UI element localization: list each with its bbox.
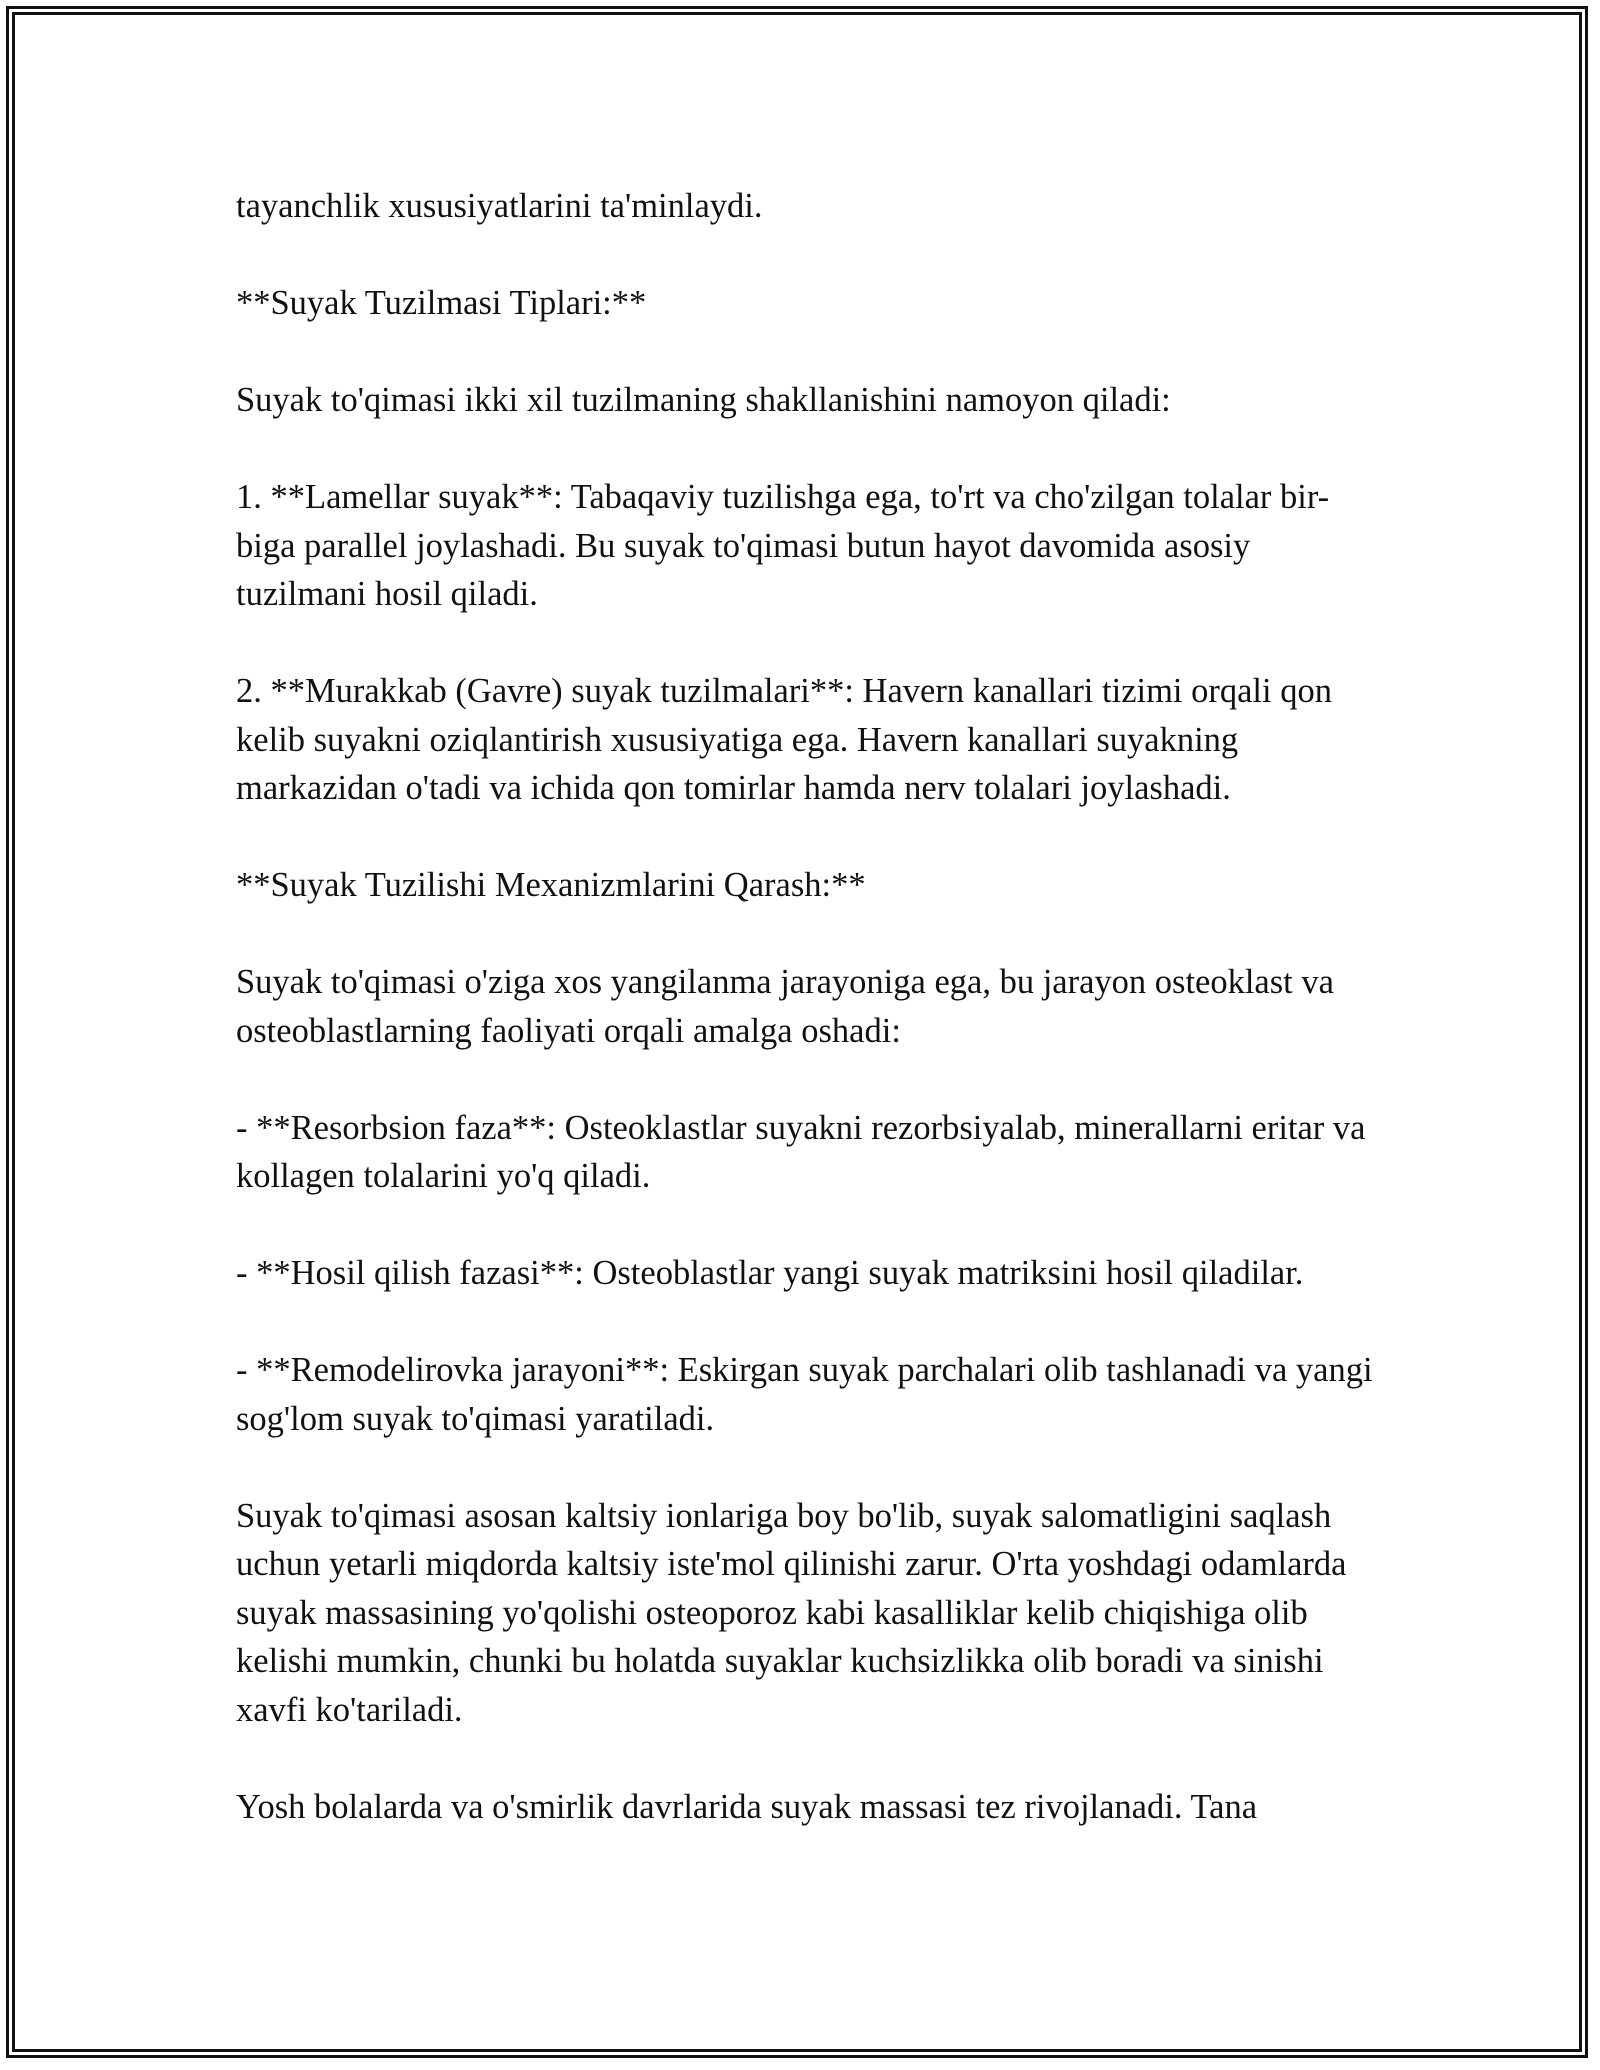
paragraph-renewal-process: Suyak to'qimasi o'ziga xos yangilanma jarayoniga ega, bu jarayon osteoklast va osteoblastlarning faoliyati orqali amalga oshadi: (236, 963, 1343, 1050)
bullet-formation-phase: - **Hosil qilish fazasi**: Osteoblastlar yangi suyak matriksini hosil qiladilar. (236, 1254, 1304, 1292)
list-item-complex-bone: 2. **Murakkab (Gavre) suyak tuzilmalari**: Havern kanallari tizimi orqali qon kelib suyakni oziqlantirish xususiyatiga ega. Havern kanallari suyakning markazidan o'tadi va ichida qon tomirlar hamda nerv tolalari joylashadi. (236, 672, 1341, 807)
section-heading-structure-types: **Suyak Tuzilmasi Tiplari:** (236, 284, 647, 322)
section-heading-mechanisms: **Suyak Tuzilishi Mexanizmlarini Qarash:** (236, 866, 866, 904)
paragraph-youth-development: Yosh bolalarda va o'smirlik davrlarida suyak massasi tez rivojlanadi. Tana (236, 1787, 1258, 1826)
list-item-lamellar-bone: 1. **Lamellar suyak**: Tabaqaviy tuzilishga ega, to'rt va cho'zilgan tolalar bir-biga parallel joylashadi. Bu suyak to'qimasi butun hayot davomida asosiy tuzilmani hosil qiladi. (236, 478, 1330, 613)
paragraph-calcium: Suyak to'qimasi asosan kaltsiy ionlariga boy bo'lib, suyak salomatligini saqlash uchun yetarli miqdorda kaltsiy iste'mol qilinishi zarur. O'rta yoshdagi odamlarda suyak massasining yo'qolishi osteoporoz kabi kasalliklar kelib chiqishiga olib kelishi mumkin, chunki bu holatda suyaklar kuchsizlikka olib boradi va sinishi xavfi ko'tariladi. (236, 1496, 1356, 1729)
bullet-remodeling-process: - **Remodelirovka jarayoni**: Eskirgan suyak parchalari olib tashlanadi va yangi sog'lom suyak to'qimasi yaratiladi. (236, 1351, 1382, 1438)
paragraph-intro-structures: Suyak to'qimasi ikki xil tuzilmaning shakllanishini namoyon qiladi: (236, 381, 1171, 419)
document-body (236, 182, 1382, 1831)
paragraph-continuation: tayanchlik xususiyatlarini ta'minlaydi. (236, 187, 763, 225)
bullet-resorption-phase: - **Resorbsion faza**: Osteoklastlar suyakni rezorbsiyalab, minerallarni eritar va kollagen tolalarini yo'q qiladi. (236, 1108, 1375, 1195)
